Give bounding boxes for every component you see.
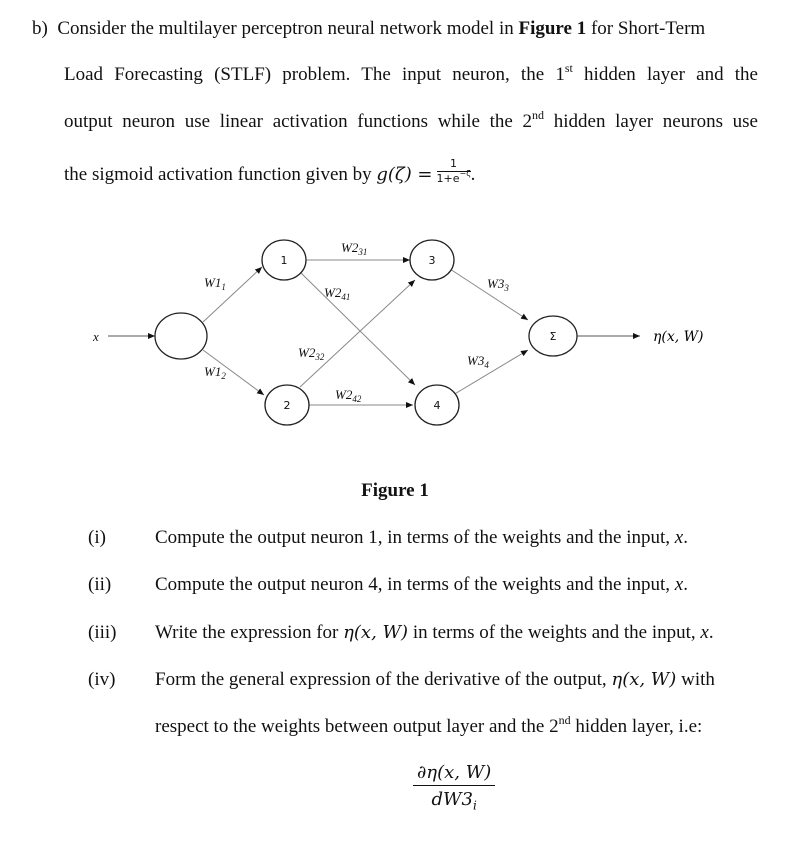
line3-sup: nd (532, 107, 545, 122)
derivative-numerator: ∂η(x, W) (413, 762, 495, 786)
output-neuron-label: Σ (549, 330, 557, 343)
item-iii-math: η(x, W) (343, 622, 409, 643)
item-ii-var: x (674, 574, 684, 595)
sigmoid-numerator: 1 (437, 157, 471, 172)
line3-text: output neuron use linear activation functions while the 2 (64, 111, 533, 132)
intro-text-2: for Short-Term (586, 18, 706, 39)
weight-w11: $W1_1$ (204, 275, 226, 292)
item-i-var: x (674, 527, 684, 548)
line2-sup: st (564, 60, 573, 75)
edge-w34 (453, 350, 528, 395)
intro-text-1: Consider the multilayer perceptron neural network model in (57, 18, 519, 39)
weight-w12: $W1_2$ (204, 364, 226, 381)
question-line-3 (64, 107, 758, 133)
edge-w232 (300, 280, 415, 387)
weight-w232: $W2_{32}$ (298, 345, 325, 362)
edge-w241 (300, 272, 415, 385)
item-iv-body: Form the general expression of the derivative of the output, (155, 669, 612, 690)
line2-end: hidden layer and the (572, 64, 758, 85)
weight-w241: $W2_{41}$ (324, 285, 351, 302)
derivative-denominator (413, 786, 495, 813)
item-iv-line2-body: respect to the weights between output layer and the 2 (155, 716, 559, 737)
sigmoid-den-exp: −ζ (459, 169, 471, 179)
weight-w242: $W2_{42}$ (335, 387, 362, 404)
figure-reference: Figure 1 (518, 18, 587, 39)
weight-w33: $W3_3$ (487, 276, 509, 293)
sigmoid-denominator (436, 169, 471, 186)
item-i-label: (i) (88, 527, 106, 548)
line3-end: hidden layer neurons use (544, 111, 758, 132)
line2-text: Load Forecasting (STLF) problem. The input neuron, the 1 (64, 64, 565, 85)
neural-network-diagram (0, 225, 810, 435)
hidden-neuron-2-label: 2 (283, 399, 291, 412)
question-line-4 (64, 157, 476, 190)
input-x-label: x (93, 329, 99, 344)
hidden-neuron-4-label: 4 (433, 399, 441, 412)
hidden-neuron-3-label: 3 (428, 254, 436, 267)
item-iii-body: Write the expression for (155, 622, 344, 643)
item-iv-math: η(x, W) (611, 669, 677, 690)
item-iv-line2-sup: nd (558, 712, 571, 727)
question-line-2 (64, 60, 758, 86)
item-iv-line2-end: hidden layer, i.e: (570, 716, 703, 737)
sigmoid-lhs: g(ζ) = (376, 163, 433, 185)
item-i-end: . (683, 527, 688, 548)
item-iv-text (155, 669, 715, 691)
item-i-text (155, 527, 688, 549)
item-iii-label: (iii) (88, 622, 117, 643)
question-label: b) (32, 18, 48, 39)
item-iii-text (155, 622, 714, 644)
line4-text: the sigmoid activation function given by (64, 163, 377, 185)
item-i-body: Compute the output neuron 1, in terms of the weights and the input, (155, 527, 675, 548)
weight-w231: $W2_{31}$ (341, 240, 368, 257)
question-line-1 (32, 18, 705, 40)
item-iv-body2: with (676, 669, 715, 690)
item-ii-label: (ii) (88, 574, 112, 595)
derivative-denominator-sub: i (472, 798, 477, 813)
item-ii-end: . (683, 574, 688, 595)
sigmoid-period: . (470, 163, 476, 185)
weight-w34: $W3_4$ (467, 353, 489, 370)
sigmoid-den-base: 1+e (436, 172, 460, 185)
item-ii-text (155, 574, 688, 596)
item-iv-label: (iv) (88, 669, 116, 690)
derivative-denominator-base: dW3 (431, 789, 473, 810)
item-iii-end: . (708, 622, 714, 643)
figure-caption: Figure 1 (361, 480, 429, 501)
output-eta-label: η(x, W) (653, 329, 704, 345)
input-neuron (155, 313, 207, 359)
derivative-expression (413, 762, 495, 813)
item-ii-body: Compute the output neuron 4, in terms of the weights and the input, (155, 574, 675, 595)
item-iii-body2: in terms of the weights and the input, (408, 622, 701, 643)
item-iii-var: x (700, 622, 709, 643)
item-iv-line2 (155, 712, 703, 738)
hidden-neuron-1-label: 1 (280, 254, 288, 267)
sigmoid-fraction (437, 157, 471, 186)
